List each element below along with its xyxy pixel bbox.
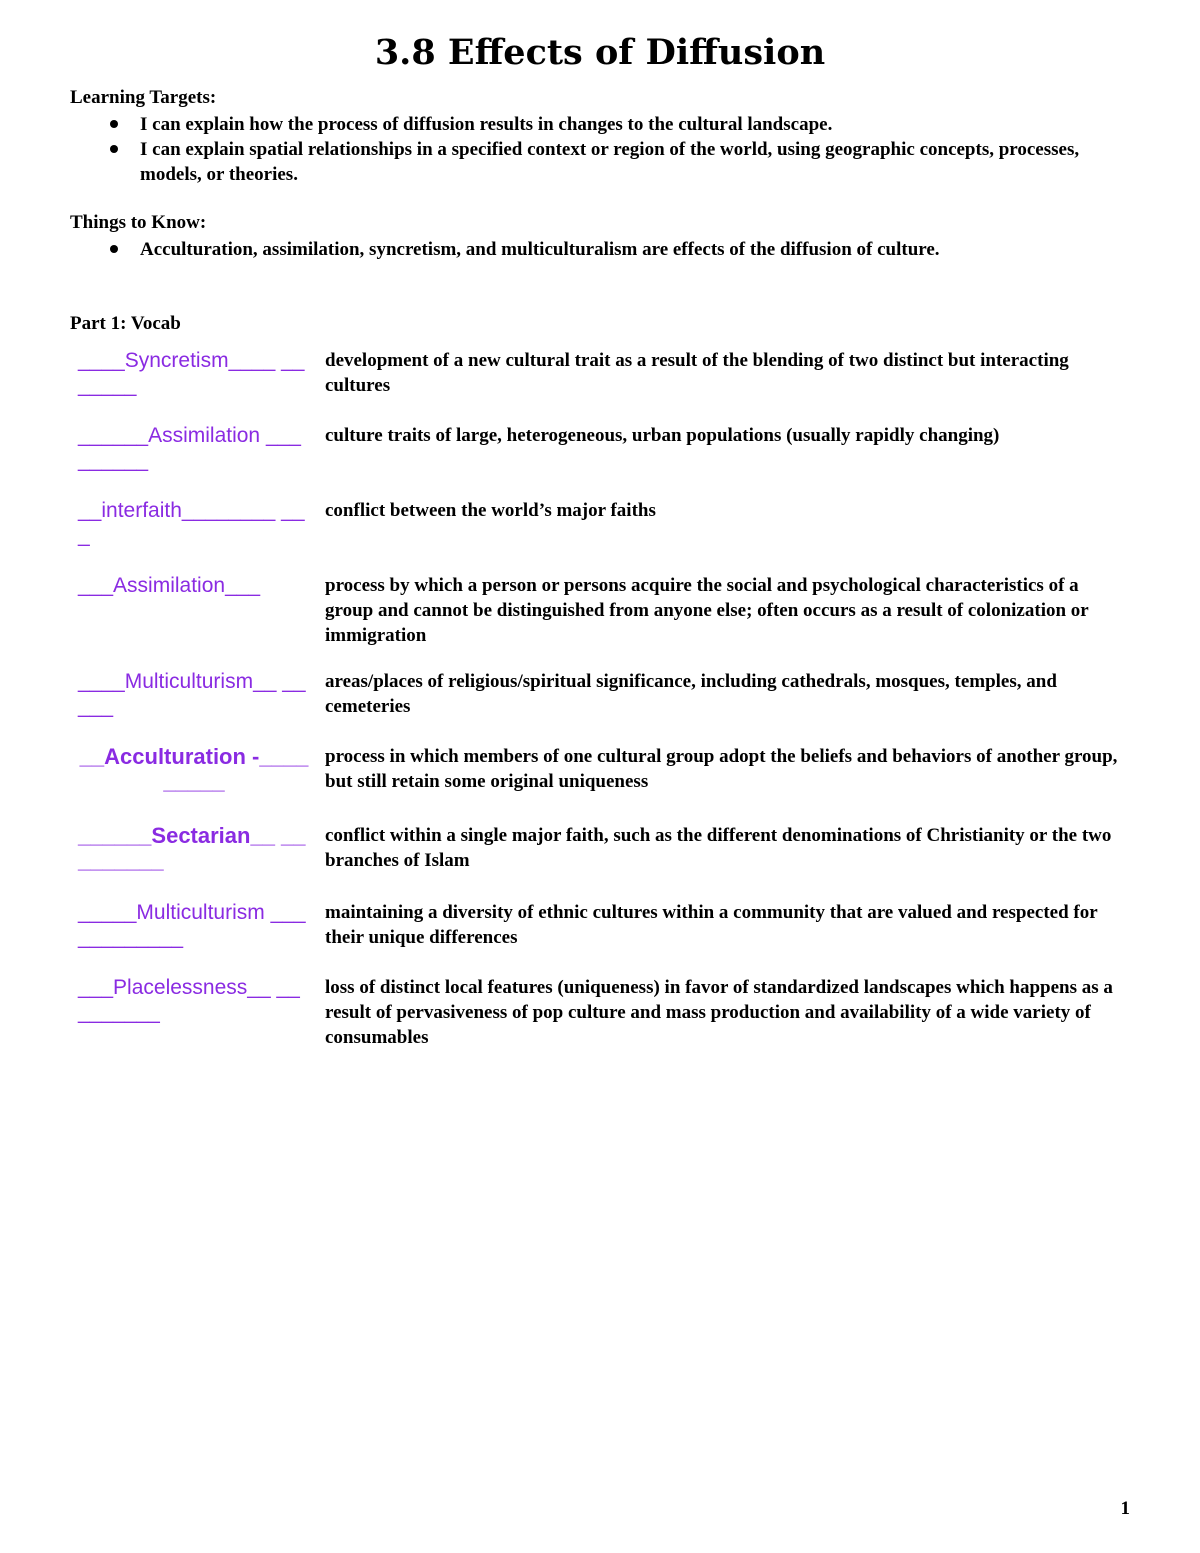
vocab-answer: ___Assimilation___ bbox=[78, 574, 261, 597]
learning-targets-heading: Learning Targets: bbox=[70, 87, 217, 108]
vocab-answer: ____Syncretism____ _______ bbox=[78, 349, 305, 397]
vocab-definition: conflict between the world’s major faiths bbox=[325, 500, 656, 521]
list-item: Acculturation, assimilation, syncretism, and multiculturalism are effects of the diffusion of culture. bbox=[70, 237, 1130, 262]
things-to-know-heading: Things to Know: bbox=[70, 212, 207, 233]
page-number: 1 bbox=[1120, 1498, 1130, 1519]
vocab-answer: __Acculturation -_________ bbox=[79, 744, 309, 794]
vocab-definition: process in which members of one cultural group adopt the beliefs and behaviors of another group, but still retain some original uniqueness bbox=[325, 746, 1118, 792]
list-item: I can explain how the process of diffusion results in changes to the cultural landscape. bbox=[70, 112, 1130, 137]
vocab-definition: process by which a person or persons acquire the social and psychological characteristics of a group and cannot be distinguished from anyone else; often occurs as a result of colonization or immigration bbox=[325, 575, 1089, 646]
vocab-definition: areas/places of religious/spiritual significance, including cathedrals, mosques, temples, and cemeteries bbox=[325, 671, 1057, 717]
learning-targets-list bbox=[70, 112, 1130, 187]
page-title: 3.8 Effects of Diffusion bbox=[374, 32, 826, 73]
vocab-definition: culture traits of large, heterogeneous, urban populations (usually rapidly changing) bbox=[325, 425, 1000, 446]
vocab-definition: conflict within a single major faith, such as the different denominations of Christianity or the two branches of Islam bbox=[325, 825, 1112, 871]
vocab-answer: ____Multiculturism__ _____ bbox=[78, 670, 306, 718]
vocab-definition: loss of distinct local features (uniqueness) in favor of standardized landscapes which happens as a result of pervasiveness of pop culture and mass production and availability of a wide variety of consumables bbox=[325, 977, 1113, 1048]
bullet-icon bbox=[110, 245, 118, 253]
things-to-know-list bbox=[70, 237, 1130, 262]
part1-heading: Part 1: Vocab bbox=[70, 313, 181, 334]
bullet-icon bbox=[110, 120, 118, 128]
vocab-definition: development of a new cultural trait as a result of the blending of two distinct but interacting cultures bbox=[325, 350, 1069, 396]
vocab-answer: ___Placelessness__ _________ bbox=[78, 976, 300, 1024]
vocab-answer: ______Assimilation _________ bbox=[78, 424, 301, 472]
list-item: I can explain spatial relationships in a specified context or region of the world, using geographic concepts, processes, models, or theories. bbox=[70, 137, 1130, 187]
vocab-answer: __interfaith________ ___ bbox=[78, 499, 305, 547]
vocab-definition: maintaining a diversity of ethnic cultures within a community that are valued and respected for their unique differences bbox=[325, 902, 1098, 948]
bullet-icon bbox=[110, 145, 118, 153]
vocab-answer: ______Sectarian__ _________ bbox=[78, 823, 306, 873]
vocab-answer: _____Multiculturism ____________ bbox=[78, 901, 306, 949]
